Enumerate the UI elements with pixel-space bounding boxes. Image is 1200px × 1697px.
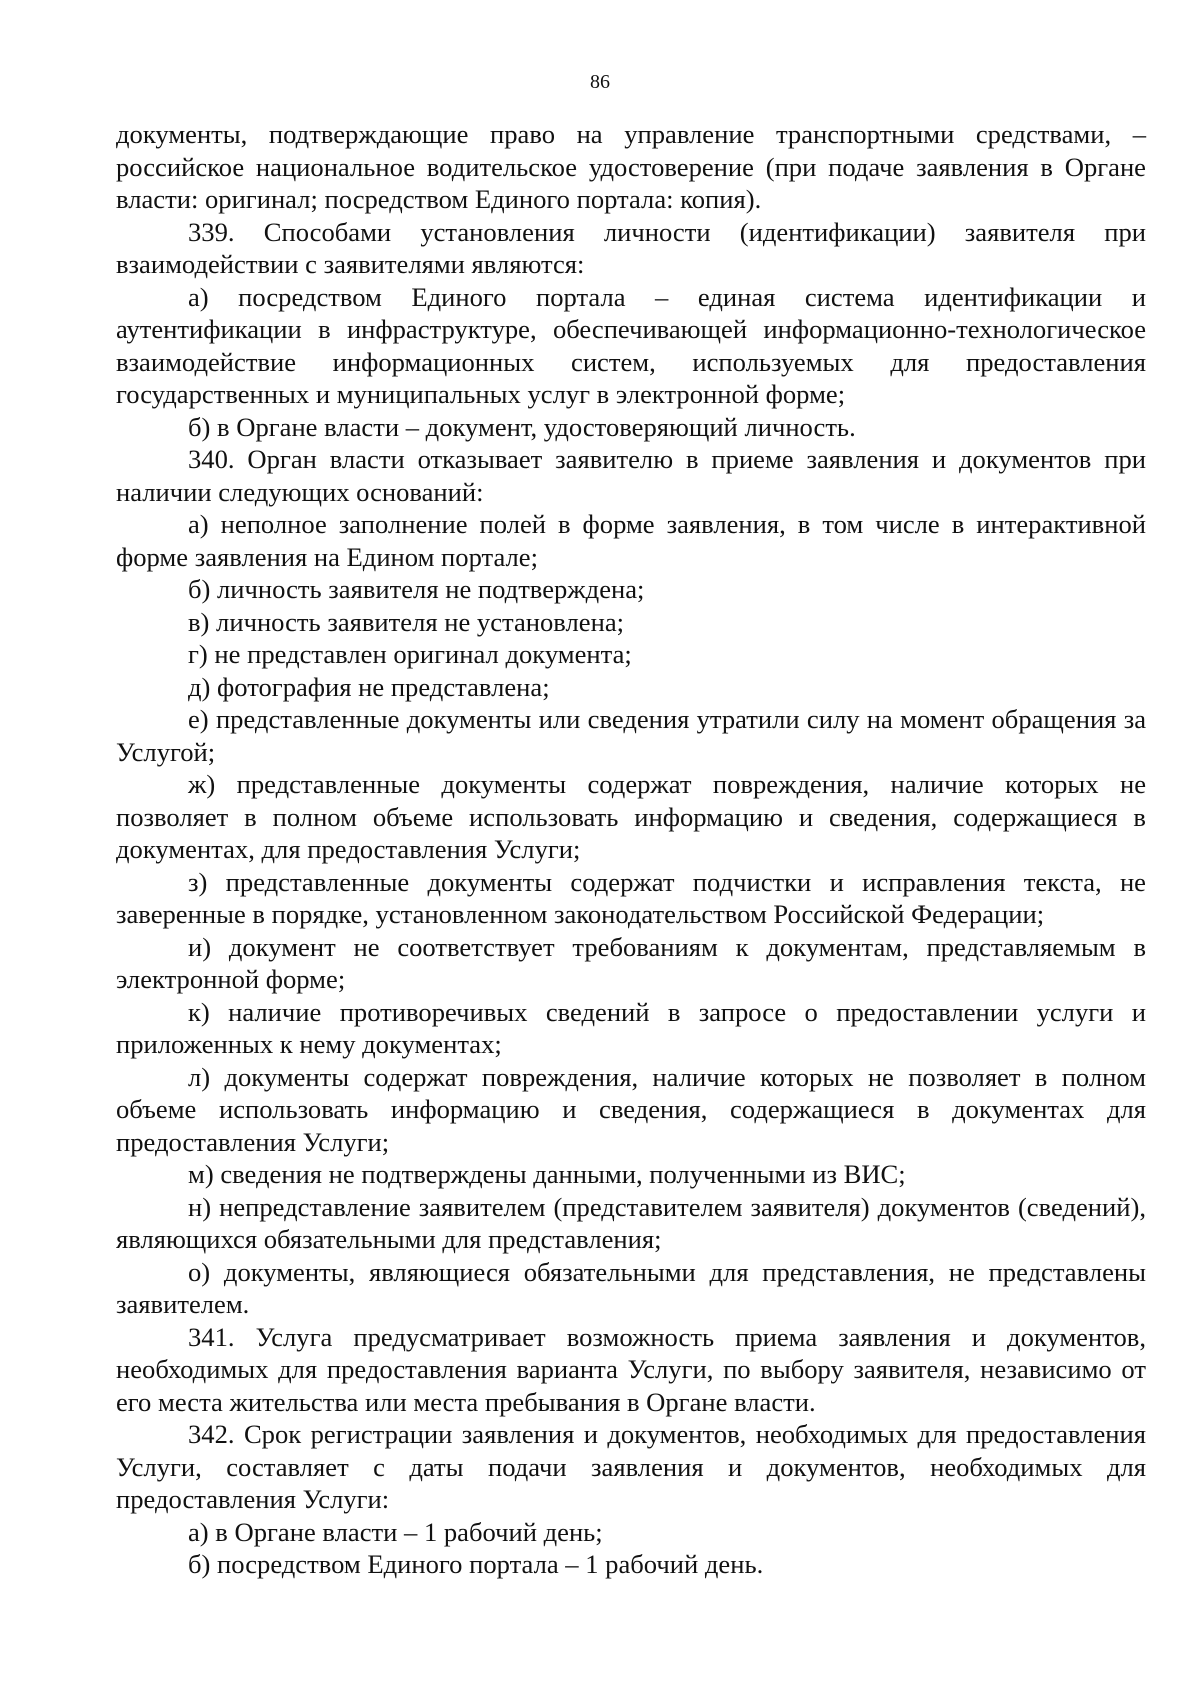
paragraph-340: 340. Орган власти отказывает заявителю в приеме заявления и документов при наличии следующих оснований: xyxy=(116,444,1146,507)
list-item-340-n: н) непредставление заявителем (представителем заявителя) документов (сведений), являющихся обязательными для представления; xyxy=(116,1191,1146,1254)
list-item-339-a: а) посредством Единого портала – единая система идентификации и аутентификации в инфраструктуре, обеспечивающей информационно-технологическое взаимодействие информационных систем, используемых для предоставления государственных и муниципальных услуг в электронной форме; xyxy=(116,281,1146,409)
list-item-340-d: д) фотография не представлена; xyxy=(188,671,550,702)
list-item-340-o: о) документы, являющиеся обязательными для представления, не представлены заявителем. xyxy=(116,1256,1146,1319)
list-item-340-g: г) не представлен оригинал документа; xyxy=(188,639,632,669)
list-item-340-z: з) представленные документы содержат подчистки и исправления текста, не заверенные в порядке, установленном законодательством Российской Федерации; xyxy=(116,866,1146,929)
list-item-339-b: б) в Органе власти – документ, удостоверяющий личность. xyxy=(188,411,856,442)
list-item-340-k: к) наличие противоречивых сведений в запросе о предоставлении услуги и приложенных к нему документах; xyxy=(116,996,1146,1059)
paragraph-342: 342. Срок регистрации заявления и документов, необходимых для предоставления Услуги, составляет с даты подачи заявления и документов, необходимых для предоставления Услуги: xyxy=(116,1419,1146,1514)
paragraph-continuation: документы, подтверждающие право на управление транспортными средствами, – российское национальное водительское удостоверение (при подаче заявления в Органе власти: оригинал; посредством Единого портала: копия). xyxy=(116,119,1146,214)
list-item-342-a: а) в Органе власти – 1 рабочий день; xyxy=(188,1516,603,1547)
list-item-340-i: и) документ не соответствует требованиям к документам, представляемым в электронной форме; xyxy=(116,931,1146,994)
list-item-340-e: е) представленные документы или сведения утратили силу на момент обращения за Услугой; xyxy=(116,704,1146,767)
list-item-340-zh: ж) представленные документы содержат повреждения, наличие которых не позволяет в полном объеме использовать информацию и сведения, содержащиеся в документах, для предоставления Услуги; xyxy=(116,769,1146,864)
paragraph-339: 339. Способами установления личности (идентификации) заявителя при взаимодействии с заявителями являются: xyxy=(116,216,1146,279)
page-number: 86 xyxy=(590,71,610,93)
list-item-340-b: б) личность заявителя не подтверждена; xyxy=(188,574,645,604)
list-item-340-m: м) сведения не подтверждены данными, полученными из ВИС; xyxy=(188,1159,906,1189)
list-item-340-v: в) личность заявителя не установлена; xyxy=(188,606,625,637)
list-item-340-a: а) неполное заполнение полей в форме заявления, в том числе в интерактивной форме заявления на Едином портале; xyxy=(116,509,1146,572)
document-body xyxy=(116,118,1146,1581)
list-item-342-b: б) посредством Единого портала – 1 рабочий день. xyxy=(188,1549,764,1579)
list-item-340-l: л) документы содержат повреждения, наличие которых не позволяет в полном объеме использовать информацию и сведения, содержащиеся в документах для предоставления Услуги; xyxy=(116,1061,1146,1157)
paragraph-341: 341. Услуга предусматривает возможность приема заявления и документов, необходимых для предоставления варианта Услуги, по выбору заявителя, независимо от его места жительства или места пребывания в Органе власти. xyxy=(116,1321,1146,1417)
